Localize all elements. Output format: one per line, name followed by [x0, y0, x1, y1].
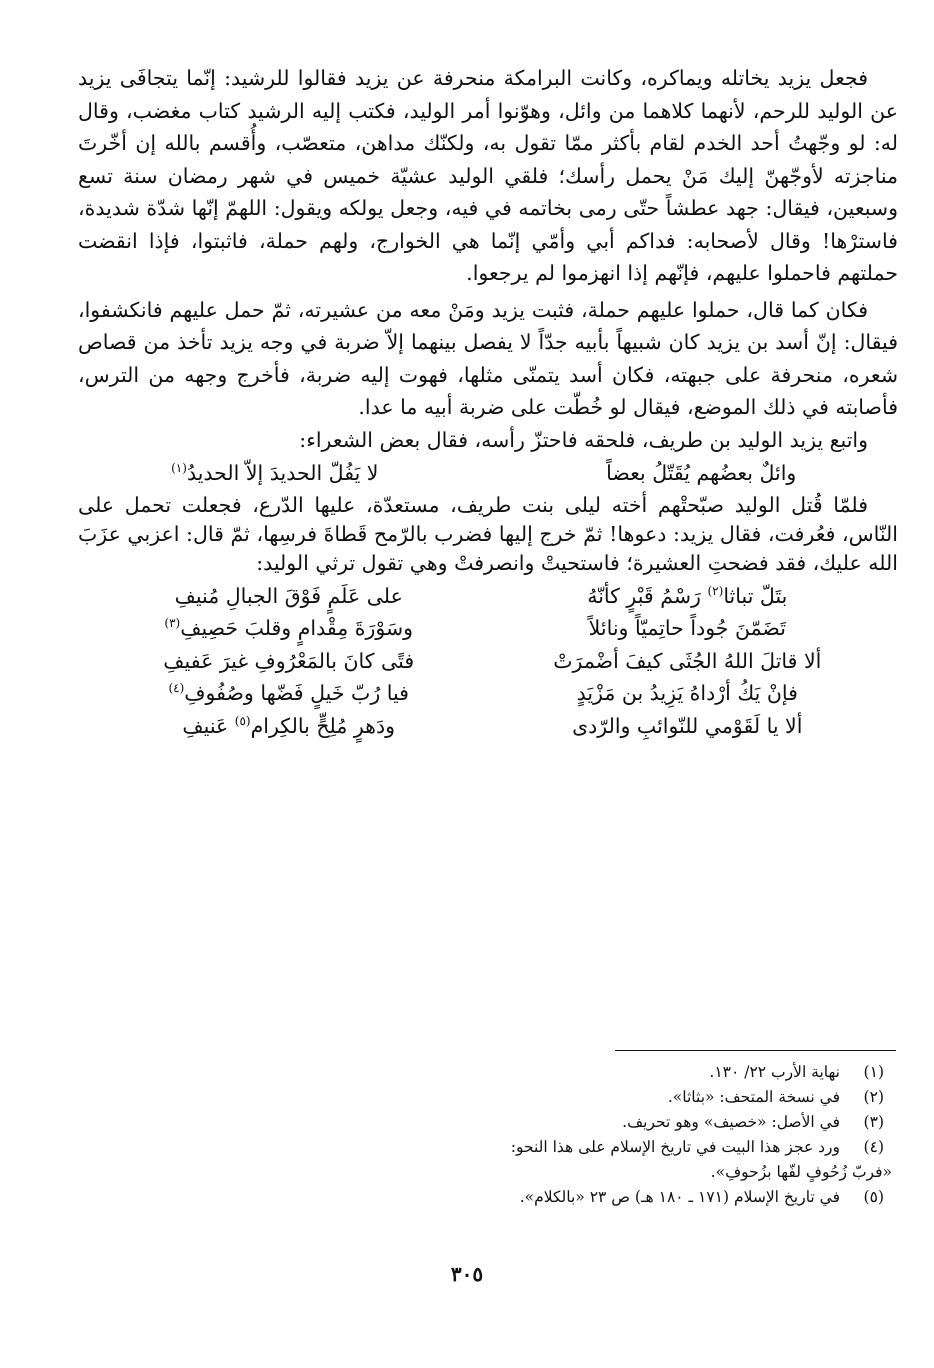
footnote-3	[140, 1110, 892, 1135]
footnote-text: نهاية الأرب ٢٢/ ١٣٠.	[709, 1063, 840, 1081]
paragraph-2: فكان كما قال، حملوا عليهم حملة، فثبت يزيد ومَنْ معه من عشيرته، ثمّ حمل عليهم فانكشفوا، فيقال: إنّ أسد بن يزيد كان شبيهاً بأبيه جدّاً لا يفصل بينهما إلاّ ضربة في وجه يزيد تأخذ من قصاص شعره، منحرفة على جبهته، فكان أسد يتمنّى مثلها، فهوت إليه ضربة، فأخرج وجهه من الترس، فأصابته في ذلك الموضع، فيقال لو خُطّت على ضربة أبيه ما عدا.	[78, 297, 898, 419]
poem-line-4-left	[112, 677, 465, 710]
poem-line-2-left-text: وسَوْرَةَ مِقْدامٍ وقلبَ حَصِيفِ	[180, 616, 414, 640]
poem-line-2-left	[112, 612, 465, 645]
poem-line-1-left: على عَلَمٍ فَوْقَ الجبالِ مُنيفِ	[174, 583, 403, 608]
poem-line-5-left-rest: عَنيفِ	[182, 713, 235, 738]
poem-line-4-left-text: فيا رُبّ خَيلٍ فَضّها وصُفُوفِ	[184, 681, 409, 705]
footnote-ref-2: (٢)	[707, 583, 724, 598]
footnotes	[140, 1060, 892, 1210]
footnote-ref-5: (٥)	[234, 713, 251, 728]
footnote-4-quote: «فربّ زُحُوفٍ لفّها بزُحوفِ».	[710, 1163, 892, 1181]
footnote-number: (٣)	[863, 1113, 884, 1131]
footnote-4	[140, 1135, 892, 1160]
poem-line-3-right: ألا قاتلَ اللهُ الجُثَى كيفَ أضْمرَتْ	[553, 648, 822, 673]
footnote-ref-3: (٣)	[164, 616, 181, 631]
footnote-1	[140, 1060, 892, 1085]
footnote-2	[140, 1085, 892, 1110]
footnote-text: في تاريخ الإسلام (١٧١ ـ ١٨٠ هـ) ص ٢٣ «بالكلام».	[519, 1188, 840, 1206]
footnote-number: (١)	[863, 1063, 884, 1081]
verse-1-first-hemistich: وائلٌ بعضُهم يُقَتّلُ بعضاً	[606, 460, 797, 485]
verse-1-second-hemistich	[78, 457, 472, 489]
paragraph-4: فلمّا قُتل الوليد صبّحتْهم أخته ليلى بنت طريف، مستعدّة، عليها الدّرع، فجعلت تحمل على النّاس، فعُرفت، فقال يزيد: دعوها! ثمّ خرج إليها فضرب بالرّمح قَطاةَ فرسِها، ثمّ قال: اعزبي عزَبَ الله عليك، فقد فضحتِ العشيرة؛ فاستحيتْ وانصرفتْ وهي تقول ترثي الوليد:	[78, 492, 898, 575]
footnote-divider	[615, 1050, 896, 1051]
poem-line-3-left: فتًى كانَ بالمَعْرُوفِ غيرَ عَفيفِ	[163, 648, 415, 673]
poem-line-1	[112, 580, 864, 613]
footnote-ref-1: (١)	[171, 460, 187, 475]
footnote-text: ورد عجز هذا البيت في تاريخ الإسلام على هذا النحو:	[510, 1138, 840, 1156]
footnote-number: (٤)	[863, 1138, 884, 1156]
page-body	[78, 62, 898, 742]
poem-line-1-right-text: بتَلّ تباثا	[723, 583, 788, 608]
poem-line-5	[112, 710, 864, 743]
poem	[78, 580, 898, 743]
paragraph-1: فجعل يزيد يخاتله ويماكره، وكانت البرامكة منحرفة عن يزيد فقالوا للرشيد: إنّما يتجافَى يزيد عن الوليد للرحم، لأنهما كلاهما من وائل، وهوّنوا أمر الوليد، فكتب إليه الرشيد كتاب مغضب، وقال له: لو وجّهتُ أحد الخدم لقام بأكثر ممّا تقول به، ولكنّك مداهن، متعصّب، وأُقسم بالله إن أخّرتَ مناجزته لأوجّهنّ إليك مَنْ يحمل رأسك؛ فلقي الوليد عشيّة خميس في شهر رمضان سنة تسع وسبعين، فيقال: جهد عطشاً حتّى رمى بخاتمه في فيه، وجعل يولكه ويقول: اللهمّ إنّها شدّة شديدة، فاسترْها! وقال لأصحابه: فداكم أبي وأمّي إنّما هي الخوارج، ولهم حملة، فاثبتوا، فإذا انقضت حملتهم فاحملوا عليهم، فإنّهم إذا انهزموا لم يرجعوا.	[78, 66, 898, 285]
footnote-text: في الأصل: «خصيف» وهو تحريف.	[622, 1113, 840, 1131]
footnote-number: (٢)	[863, 1088, 884, 1106]
poem-line-4-right: فإنْ يَكُ أرْداهُ يَزِيدُ بن مَزْيَدٍ	[576, 681, 798, 705]
poem-line-2-right: تَضَمّنَ جُوداً حاتِميّاً ونائلاً	[588, 616, 786, 640]
footnote-text: في نسخة المتحف: «بثاثا».	[667, 1088, 840, 1106]
footnote-5	[140, 1185, 892, 1210]
poem-line-5-left	[112, 710, 465, 743]
poem-line-2	[112, 612, 864, 645]
poem-line-1-right	[511, 580, 864, 613]
poem-line-4	[112, 677, 864, 710]
footnote-ref-4: (٤)	[168, 681, 185, 696]
poem-line-5-left-text: ودَهرٍ مُلِحٍّ بالكِرام	[250, 713, 395, 738]
poem-line-1-right-rest: رَسْمُ قَبْرٍ كأنّهُ	[587, 583, 708, 608]
paragraph-3: واتبع يزيد الوليد بن طريف، فلحقه فاحتزّ رأسه، فقال بعض الشعراء:	[299, 427, 868, 452]
poem-line-3	[112, 645, 864, 678]
page-number: ٣٠٥	[450, 1262, 484, 1286]
poem-line-5-right: ألا يا لَقَوْمي للنّوائبِ والرّدى	[572, 713, 803, 738]
footnote-number: (٥)	[863, 1188, 884, 1206]
verse-1	[78, 457, 898, 489]
verse-1-second-text: لا يَفُلّ الحديدَ إلاّ الحديدُ	[186, 460, 379, 485]
